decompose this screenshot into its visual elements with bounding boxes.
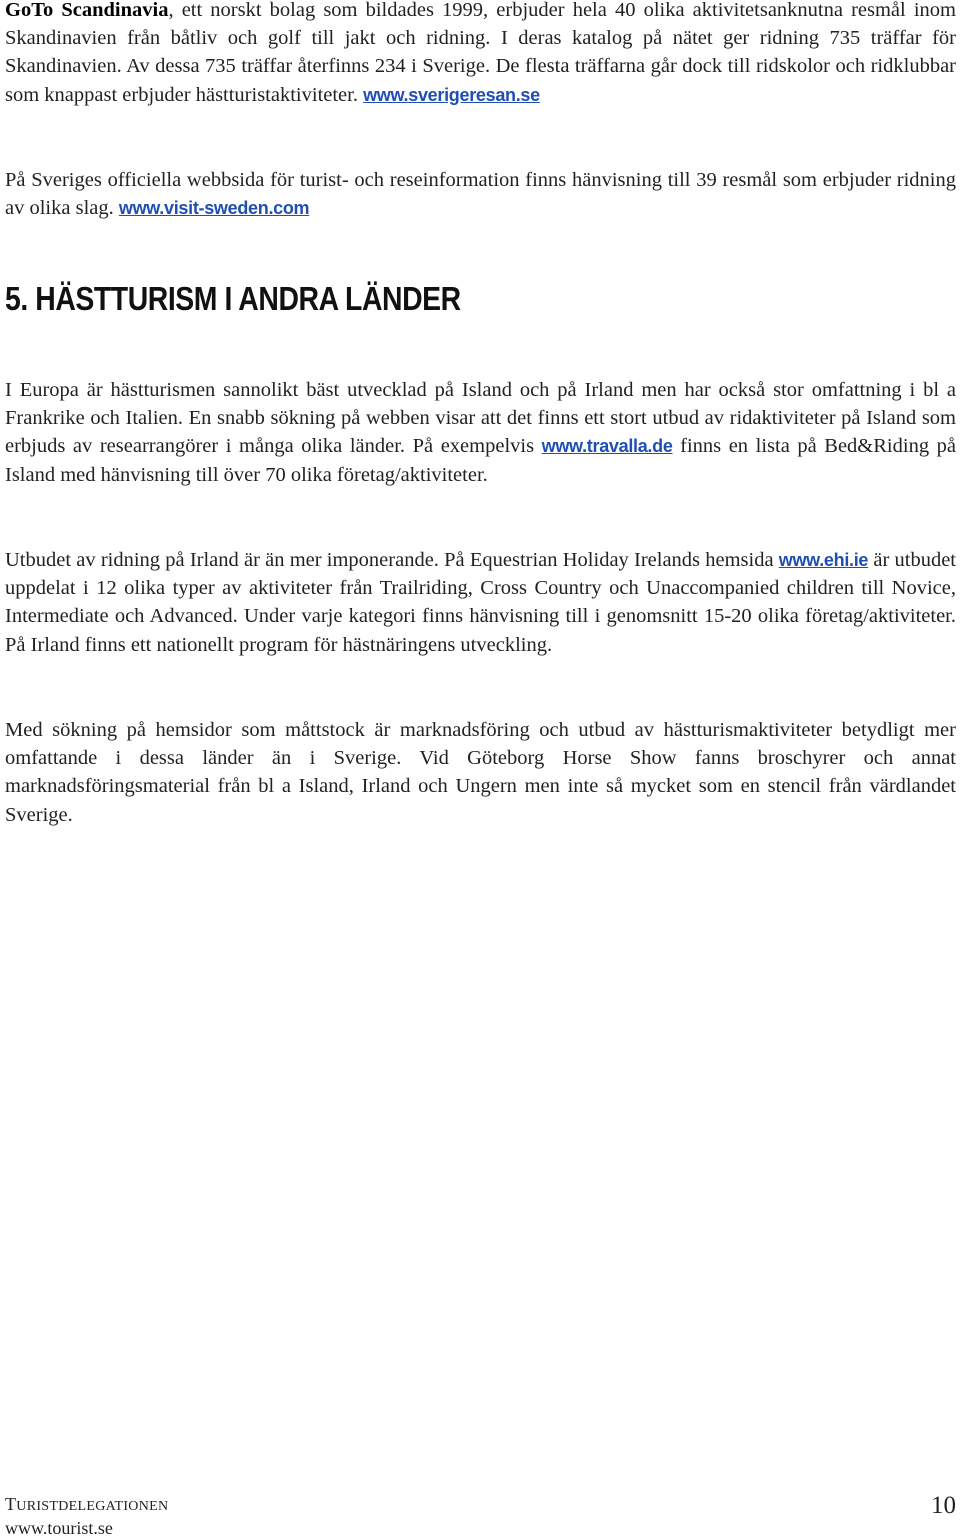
paragraph-goto-scandinavia bbox=[5, 0, 956, 109]
paragraph-europe bbox=[5, 376, 956, 489]
company-name: GoTo Scandinavia bbox=[5, 0, 169, 21]
paragraph-text: , ett norskt bolag som bildades 1999, erbjuder hela 40 olika aktivitetsanknutna resmål inom Skandinavien från båtliv och golf till jakt och ridning. I deras katalog på nätet ger ridning 735 träffar för Skandinavien. Av dessa 735 träffar återfinns 234 i Sverige. De flesta träffarna går dock till ridskolor och ridklubbar som knappast erbjuder hästturistaktiviteter. bbox=[5, 0, 956, 106]
paragraph-comparison bbox=[5, 716, 956, 829]
link-travalla[interactable]: www.travalla.de bbox=[541, 436, 673, 457]
footer-org-rest: URISTDELEGATIONEN bbox=[16, 1499, 169, 1514]
paragraph-text: På Sveriges officiella webbsida för turist- och reseinformation finns hänvisning till 39 resmål som erbjuder ridning av olika slag. bbox=[5, 169, 956, 220]
page-number: 10 bbox=[931, 1492, 956, 1519]
section-heading: 5. HÄSTTURISM I ANDRA LÄNDER bbox=[5, 280, 461, 317]
footer-org-initial: T bbox=[5, 1494, 17, 1514]
footer-organization bbox=[5, 1494, 168, 1515]
paragraph-text: I Europa är hästturismen sannolikt bäst utvecklad på Island och på Irland men har också stor omfattning i bl a Frankrike och Italien. En snabb sökning på webben visar att det finns ett stort utbud av ridaktiviteter på Island som erbjuds av researrangörer i många olika länder. På exempelvis bbox=[5, 379, 956, 458]
paragraph-visit-sweden bbox=[5, 166, 956, 222]
paragraph-text: finns en lista på Bed&Riding på Island med hänvisning till över 70 olika företag/aktiviteter. bbox=[5, 435, 956, 486]
paragraph-ireland bbox=[5, 546, 956, 659]
link-ehi[interactable]: www.ehi.ie bbox=[778, 550, 869, 570]
link-visit-sweden[interactable]: www.visit-sweden.com bbox=[118, 198, 310, 219]
paragraph-text: är utbudet uppdelat i 12 olika typer av aktiviteter från Trailriding, Cross Country och Unaccompanied children till Novice, Intermediate och Advanced. Under varje kategori finns hänvisning till i genomsnitt 15-20 olika företag/aktiviteter. På Irland finns ett nationellt program för hästnäringens utveckling. bbox=[5, 549, 956, 656]
paragraph-text: Med sökning på hemsidor som måttstock är marknadsföring och utbud av hästturismaktiviteter betydligt mer omfattande i dessa länder än i Sverige. Vid Göteborg Horse Show fanns broschyrer och annat marknadsföringsmaterial från bl a Island, Irland och Ungern men inte så mycket som en stencil från värdlandet Sverige. bbox=[5, 719, 956, 826]
footer-url: www.tourist.se bbox=[5, 1518, 113, 1538]
link-sverigeresan[interactable]: www.sverigeresan.se bbox=[363, 84, 540, 105]
paragraph-text: Utbudet av ridning på Irland är än mer imponerande. På Equestrian Holiday Irelands hemsida bbox=[5, 549, 779, 571]
